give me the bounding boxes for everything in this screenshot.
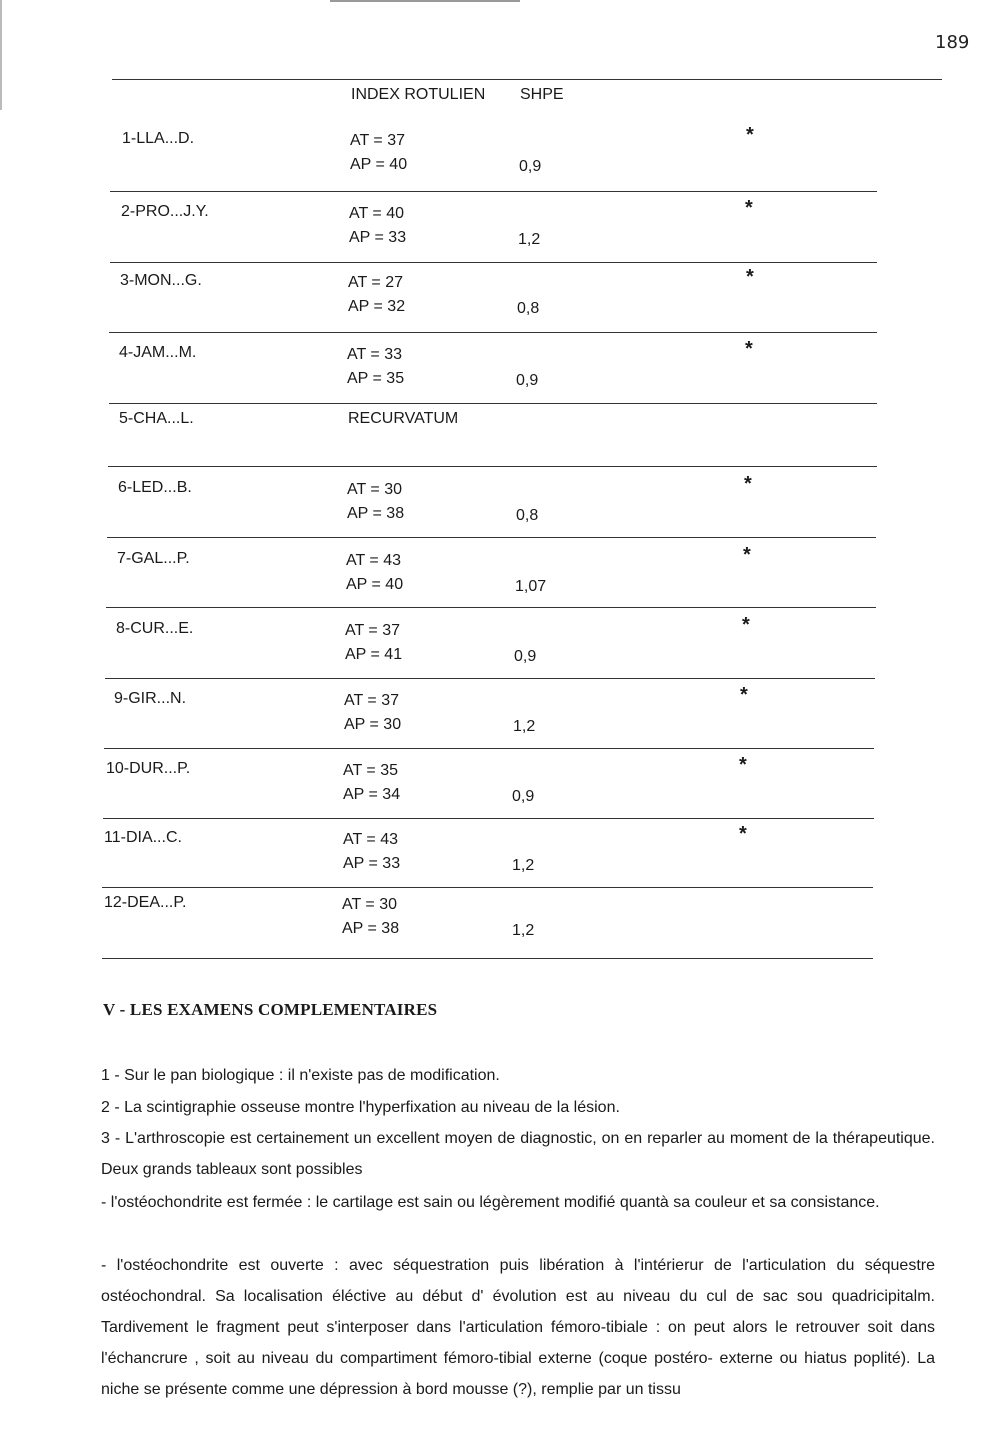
row-separator [110, 262, 877, 263]
at-value: AT = 27 [348, 274, 403, 291]
patient-name: 9-GIR...N. [114, 690, 187, 707]
star-mark: * [745, 338, 753, 360]
row-separator [105, 678, 875, 679]
ap-value: AP = 34 [343, 786, 401, 803]
shpe-value: 1,2 [512, 857, 535, 874]
row-separator [107, 537, 876, 538]
at-value: AT = 43 [343, 831, 398, 848]
star-mark: * [745, 197, 753, 219]
paragraph: - l'ostéochondrite est fermée : le cartilage est sain ou légèrement modifié quantà sa couleur et sa consistance. [101, 1194, 880, 1211]
star-mark: * [740, 684, 748, 706]
shpe-value: 0,9 [516, 372, 539, 389]
shpe-value: 0,8 [516, 507, 539, 524]
ap-value: AP = 32 [348, 298, 406, 315]
paragraph: 2 - La scintigraphie osseuse montre l'hyperfixation au niveau de la lésion. [101, 1099, 620, 1116]
row-separator [102, 887, 873, 888]
section-title: V - LES EXAMENS COMPLEMENTAIRES [103, 1000, 438, 1019]
row-separator [103, 818, 874, 819]
table-top-rule [112, 79, 942, 80]
patient-name: 2-PRO...J.Y. [121, 203, 209, 220]
shpe-value: 0,9 [512, 788, 535, 805]
star-mark: * [744, 473, 752, 495]
paragraph: 1 - Sur le pan biologique : il n'existe pas de modification. [101, 1067, 500, 1084]
ap-value: AP = 38 [342, 920, 400, 937]
row-separator [106, 607, 876, 608]
ap-value: AP = 33 [349, 229, 407, 246]
scan-left-edge [0, 0, 2, 110]
patient-name: 10-DUR...P. [106, 760, 191, 777]
shpe-value: 1,2 [512, 922, 535, 939]
page-number: 189 [935, 32, 970, 53]
ap-value: AP = 30 [344, 716, 402, 733]
at-value: AT = 37 [344, 692, 399, 709]
patient-name: 1-LLA...D. [122, 130, 195, 147]
shpe-value: 0,9 [519, 158, 542, 175]
header-shpe: SHPE [520, 86, 564, 103]
patient-name: 7-GAL...P. [117, 550, 190, 567]
at-value: AT = 40 [349, 205, 404, 222]
star-mark: * [742, 614, 750, 636]
header-index-rotulien: INDEX ROTULIEN [351, 86, 486, 103]
row-separator [104, 748, 874, 749]
paragraph: 3 - L'arthroscopie est certainement un excellent moyen de diagnostic, on en reparler au moment de la thérapeutique. Deux grands tableaux sont possibles [101, 1130, 935, 1178]
ap-value: AP = 40 [350, 156, 408, 173]
shpe-value: 0,9 [514, 648, 537, 665]
patient-name: 8-CUR...E. [116, 620, 194, 637]
shpe-value: 1,2 [518, 231, 541, 248]
at-value: AT = 43 [346, 552, 401, 569]
shpe-value: 1,07 [515, 578, 547, 595]
shpe-value: 0,8 [517, 300, 540, 317]
patient-name: 4-JAM...M. [119, 344, 197, 361]
ap-value: AP = 41 [345, 646, 403, 663]
ap-value: AP = 38 [347, 505, 405, 522]
patient-name: 6-LED...B. [118, 479, 192, 496]
row-separator [109, 403, 877, 404]
star-mark: * [743, 544, 751, 566]
row-separator [108, 466, 877, 467]
at-value: AT = 37 [350, 132, 405, 149]
at-value: AT = 33 [347, 346, 402, 363]
scan-edge-mark [330, 0, 520, 2]
patient-name: 12-DEA...P. [104, 894, 187, 911]
star-mark: * [746, 124, 754, 146]
at-value: AT = 35 [343, 762, 398, 779]
ap-value: AP = 40 [346, 576, 404, 593]
ap-value: AP = 33 [343, 855, 401, 872]
ap-value: AP = 35 [347, 370, 405, 387]
recurvatum-note: RECURVATUM [348, 410, 459, 427]
paragraph: - l'ostéochondrite est ouverte : avec séquestration puis libération à l'intérierur de l'articulation du séquestre ostéochondral. Sa localisation éléctive au début d' évolution est au niveau du cul de sac sou quadricipitalm. Tardivement le fragment peut s'interposer dans l'articulation fémoro-tibiale : on peut alors le retrouver soit dans l'échancrure , soit au niveau du compartiment fémoro-tibial externe (coque postéro- externe ou hiatus poplité). La niche se présente comme une dépression à bord mousse (?), remplie par un tissu [101, 1257, 935, 1398]
table-bottom-rule [102, 958, 873, 959]
star-mark: * [739, 754, 747, 776]
at-value: AT = 30 [347, 481, 402, 498]
row-separator [110, 191, 877, 192]
patient-name: 3-MON...G. [120, 272, 202, 289]
shpe-value: 1,2 [513, 718, 536, 735]
patient-name: 5-CHA...L. [119, 410, 194, 427]
at-value: AT = 37 [345, 622, 400, 639]
star-mark: * [746, 266, 754, 288]
star-mark: * [739, 823, 747, 845]
patient-name: 11-DIA...C. [104, 829, 182, 846]
row-separator [109, 332, 877, 333]
at-value: AT = 30 [342, 896, 397, 913]
